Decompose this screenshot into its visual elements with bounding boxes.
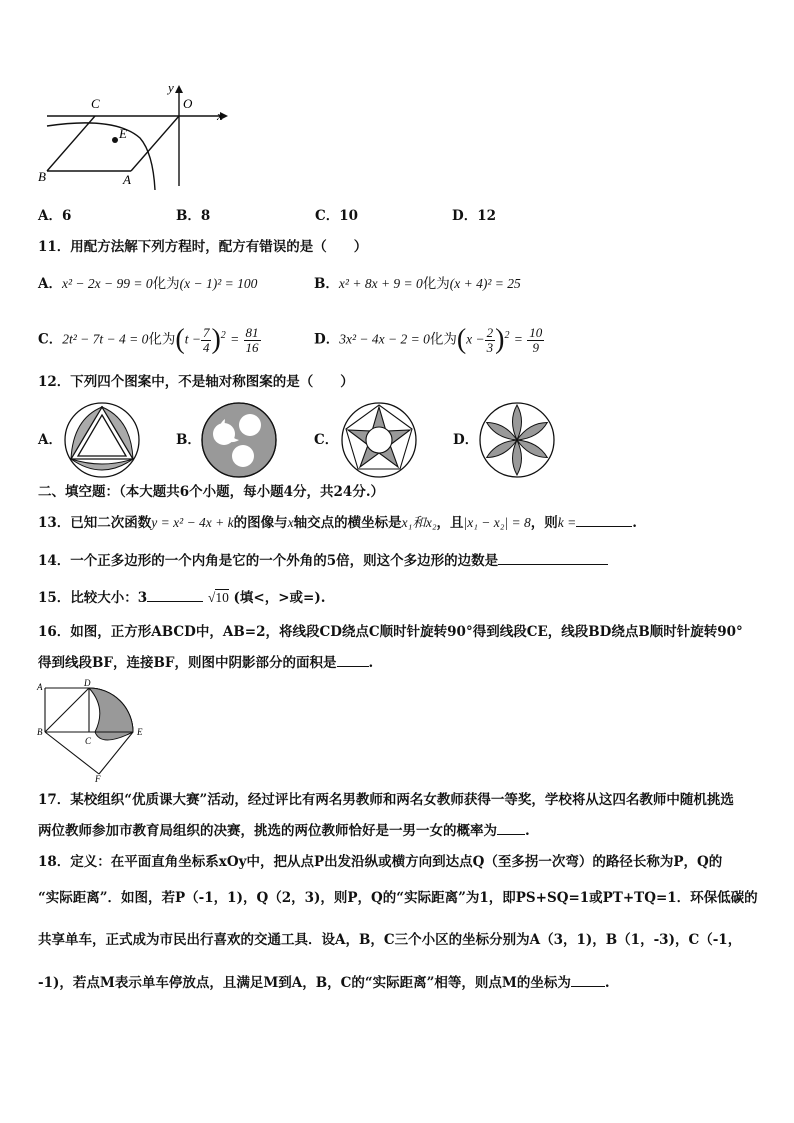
- q11-c-mid: 化为: [148, 331, 176, 348]
- y-axis-arrow: [175, 85, 183, 93]
- q11-option-a: [38, 274, 257, 294]
- section-2-heading: 二、填空题：（本大题共6个小题，每小题4分，共24分.）: [38, 484, 385, 500]
- q16-label-f: F: [95, 774, 101, 782]
- q10-option-d: D．12: [452, 208, 496, 224]
- label-e: E: [119, 126, 127, 141]
- arc: [47, 123, 155, 190]
- q11-c-sq: 2: [220, 330, 226, 341]
- q15-p2: (填<，>或=).: [233, 590, 326, 606]
- label-x: x: [217, 108, 223, 123]
- q11-a-res: (x − 1)² = 100: [179, 276, 258, 291]
- q11-d-eq-sign: =: [513, 331, 523, 347]
- q11-c-frac-num: 7: [202, 324, 210, 340]
- q13-abs: |x₁ − x₂| = 8: [463, 515, 531, 530]
- q17-line1: 17．某校组织“优质课大赛”活动，经过评比有两名男教师和两名女教师获得一等奖，学校将从这四名教师中随机挑选: [38, 792, 734, 808]
- q11-c-label: C．: [38, 331, 63, 348]
- segment-cb: [47, 116, 95, 171]
- label-y: y: [168, 80, 174, 95]
- q17-line2-text: 两位教师参加市教育局组织的决赛，挑选的两位教师恰好是一男一女的概率为: [38, 823, 497, 839]
- q13-roots: x₁和x₂: [401, 515, 437, 530]
- q11-a-mid: 化为: [152, 276, 180, 292]
- q11-d-frac-den: 3: [486, 339, 494, 355]
- q11-d-rhs-den: 9: [532, 339, 539, 355]
- q11-c-eq-sign: =: [230, 331, 240, 347]
- q10-option-c: C．10: [315, 208, 359, 224]
- q15-sqrt: √10: [207, 590, 229, 605]
- q11-d-frac-num: 2: [486, 324, 494, 340]
- label-b: B: [38, 169, 46, 184]
- q12-option-b-label: B．: [176, 432, 201, 448]
- q11-c-frac: [201, 326, 212, 355]
- q16-label-b: B: [37, 727, 43, 737]
- q15-sqrt-value: 10: [215, 590, 229, 605]
- q10-option-a: A．6: [38, 208, 72, 224]
- q16-label-d: D: [84, 678, 91, 688]
- q13-axis: x: [287, 515, 294, 530]
- q11-d-eq: 3x² − 4x − 2 = 0: [339, 331, 430, 347]
- q18-line4: [38, 972, 610, 993]
- q11-c-rhs: [244, 326, 261, 355]
- q11-d-sq: 2: [504, 330, 510, 341]
- q16-label-e: E: [137, 727, 143, 737]
- q11-a-eq: x² − 2x − 99 = 0: [61, 276, 153, 291]
- q15-answer-blank[interactable]: [147, 587, 203, 602]
- q13-answer-blank[interactable]: [576, 512, 632, 527]
- label-o: O: [183, 96, 193, 111]
- q13-p5: ，则: [530, 515, 558, 531]
- q15-p1: 15．比较大小：3: [38, 590, 148, 606]
- q11-c-rhs-den: 16: [245, 339, 259, 355]
- q16-line2-text: 得到线段BF，连接BF，则图中阴影部分的面积是: [38, 655, 337, 671]
- q10-figure: [35, 78, 235, 196]
- q14-answer-blank[interactable]: [498, 550, 608, 565]
- q14-text: 14．一个正多边形的一个内角是它的一个外角的5倍，则这个多边形的边数是: [38, 553, 499, 569]
- q11-c-rhs-num: 81: [245, 324, 259, 340]
- q13-p3: 轴交点的横坐标是: [293, 515, 402, 531]
- q12-option-c-label: C．: [314, 432, 339, 448]
- q11-c-pre: t −: [184, 331, 201, 347]
- q16-figure: [35, 678, 153, 782]
- label-c: C: [91, 96, 100, 111]
- q13-end: .: [632, 515, 637, 531]
- q13-func: y = x² − 4x + k: [151, 515, 234, 530]
- q16-label-c: C: [85, 736, 92, 746]
- q11-c-frac-den: 4: [202, 339, 210, 355]
- q11-b-mid: 化为: [422, 276, 450, 292]
- q11-option-b: [314, 274, 521, 294]
- q11-stem: 11．用配方法解下列方程时，配方有错误的是（ ）: [38, 239, 368, 255]
- q17-answer-blank[interactable]: [497, 820, 525, 835]
- q11-d-rhs: [527, 326, 544, 355]
- q13-p1: 13．已知二次函数: [38, 515, 152, 531]
- label-a: A: [123, 172, 131, 187]
- q12-option-a-label: A．: [38, 432, 62, 448]
- q18-end: .: [604, 975, 610, 991]
- q11-b-label: B．: [314, 276, 339, 292]
- q18-answer-blank[interactable]: [571, 972, 605, 987]
- q15: [38, 587, 325, 608]
- q13-k: k =: [557, 515, 577, 530]
- q16-label-a: A: [37, 682, 43, 692]
- q11-option-c: C．2t² − 7t − 4 = 0化为(t − $\frac{7}{4}$ )$^2$ = $\frac{81}{16}$: [38, 324, 259, 355]
- q12-figure-c: [340, 401, 418, 479]
- q17-end: .: [525, 823, 530, 839]
- q13-p2: 的图像与: [233, 515, 288, 531]
- q12-option-d-label: D．: [453, 432, 479, 448]
- q10-option-b: B．8: [176, 208, 211, 224]
- q16-answer-blank[interactable]: [337, 652, 369, 667]
- q11-b-eq: x² + 8x + 9 = 0: [338, 276, 423, 291]
- q12-figure-d: [478, 401, 556, 479]
- q18-line3: 共享单车，正式成为市民出行喜欢的交通工具．设A，B，C三个小区的坐标分别为A（3，1)，B（1，-3)，C（-1，: [38, 932, 742, 948]
- q17-line2: [38, 820, 530, 841]
- q11-c-eq: 2t² − 7t − 4 = 0: [62, 331, 149, 347]
- q12-figure-b: [200, 401, 278, 479]
- q11-d-frac: [485, 326, 496, 355]
- q11-option-d: D．3x² − 4x − 2 = 0化为(x − $\frac{2}{3}$ )$^2$ = $\frac{10}{9}$: [314, 324, 543, 355]
- point-e: [112, 137, 118, 143]
- q16-end: .: [368, 655, 374, 671]
- q11-d-pre: x −: [466, 331, 485, 347]
- q11-d-rhs-num: 10: [529, 324, 543, 340]
- q11-d-mid: 化为: [429, 331, 457, 348]
- q16-line2: [38, 652, 373, 673]
- q18-line1: 18．定义：在平面直角坐标系xOy中，把从点P出发沿纵或横方向到达点Q（至多拐一次弯）的路径长称为P，Q的: [38, 854, 723, 870]
- q13-p4: ，且: [436, 515, 464, 531]
- q11-b-res: (x + 4)² = 25: [449, 276, 521, 291]
- q18-line2: “实际距离”．如图，若P（-1，1)，Q（2，3)，则P，Q的“实际距离”为1，即PS+SQ=1或PT+TQ=1．环保低碳的: [38, 890, 758, 906]
- q14: [38, 550, 608, 571]
- q11-d-label: D．: [314, 331, 340, 348]
- q13: [38, 512, 637, 533]
- q12-stem: 12．下列四个图案中，不是轴对称图案的是（ ）: [38, 374, 354, 390]
- q18-line4-text: -1)，若点M表示单车停放点，且满足M到A，B，C的“实际距离”相等，则点M的坐标为: [38, 975, 571, 991]
- q16-line1: 16．如图，正方形ABCD中，AB=2，将线段CD绕点C顺时针旋转90°得到线段CE，线段BD绕点B顺时针旋转90°: [38, 624, 743, 640]
- q12-figure-a: [63, 401, 141, 479]
- q11-a-label: A．: [38, 276, 62, 292]
- segment-ao: [131, 116, 179, 171]
